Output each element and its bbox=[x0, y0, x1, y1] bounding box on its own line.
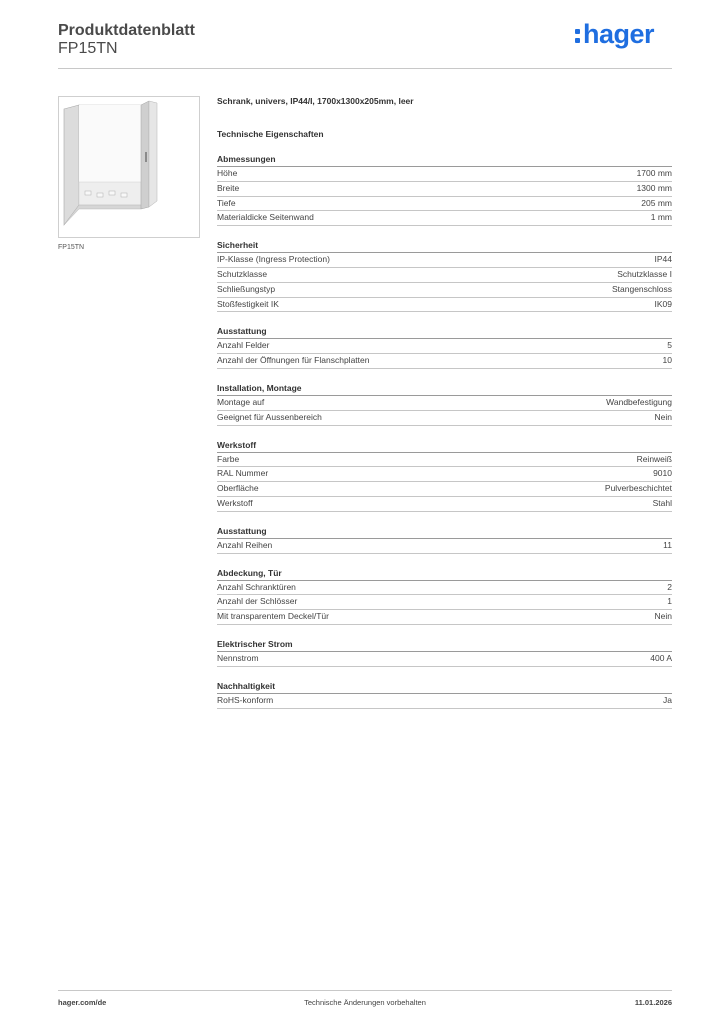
spec-value: Stahl bbox=[652, 497, 672, 508]
spec-label: Nennstrom bbox=[217, 652, 259, 663]
spec-value: 400 A bbox=[650, 652, 672, 663]
spec-label: Werkstoff bbox=[217, 497, 253, 508]
section-title: Werkstoff bbox=[217, 439, 672, 453]
spec-row bbox=[217, 253, 672, 268]
spec-value: 1 bbox=[667, 596, 672, 607]
spec-content bbox=[217, 94, 672, 709]
spec-section bbox=[217, 638, 672, 667]
spec-row bbox=[217, 595, 672, 610]
product-code: FP15TN bbox=[58, 40, 118, 57]
spec-row bbox=[217, 211, 672, 226]
spec-label: Tiefe bbox=[217, 197, 236, 208]
section-title: Abmessungen bbox=[217, 153, 672, 167]
spec-label: RoHS-konform bbox=[217, 694, 274, 705]
spec-section bbox=[217, 325, 672, 369]
spec-value: Wandbefestigung bbox=[606, 396, 672, 407]
spec-value: 11 bbox=[663, 539, 672, 550]
footer-divider bbox=[58, 990, 672, 991]
spec-label: Oberfläche bbox=[217, 483, 259, 494]
spec-label: Schließungstyp bbox=[217, 283, 276, 294]
spec-sections bbox=[217, 153, 672, 709]
spec-value: Stangenschloss bbox=[611, 283, 672, 294]
spec-label: Geeignet für Aussenbereich bbox=[217, 411, 322, 422]
spec-value: Nein bbox=[654, 611, 672, 622]
spec-row bbox=[217, 182, 672, 197]
spec-label: Anzahl der Schlösser bbox=[217, 596, 298, 607]
spec-row bbox=[217, 467, 672, 482]
spec-value: 10 bbox=[662, 355, 672, 366]
spec-label: IP-Klasse (Ingress Protection) bbox=[217, 254, 330, 265]
hager-logo bbox=[575, 20, 654, 48]
spec-value: 1300 mm bbox=[636, 182, 672, 193]
spec-section bbox=[217, 525, 672, 554]
spec-value: IP44 bbox=[654, 254, 672, 265]
spec-label: Farbe bbox=[217, 453, 240, 464]
spec-row bbox=[217, 411, 672, 426]
spec-row bbox=[217, 694, 672, 709]
spec-label: RAL Nummer bbox=[217, 468, 269, 479]
spec-row bbox=[217, 453, 672, 468]
spec-row bbox=[217, 581, 672, 596]
spec-label: Anzahl Schranktüren bbox=[217, 581, 296, 592]
section-title: Ausstattung bbox=[217, 525, 672, 539]
cabinet-illustration bbox=[59, 97, 199, 237]
spec-value: 2 bbox=[667, 581, 672, 592]
spec-row bbox=[217, 268, 672, 283]
spec-section bbox=[217, 567, 672, 625]
spec-label: Anzahl Felder bbox=[217, 340, 270, 351]
spec-row bbox=[217, 197, 672, 212]
spec-label: Breite bbox=[217, 182, 240, 193]
spec-section bbox=[217, 680, 672, 709]
product-description: Schrank, univers, IP44/I, 1700x1300x205mm, leer bbox=[217, 96, 414, 106]
image-caption: FP15TN bbox=[58, 244, 85, 251]
spec-section bbox=[217, 153, 672, 226]
spec-row bbox=[217, 283, 672, 298]
spec-section bbox=[217, 382, 672, 426]
spec-row bbox=[217, 396, 672, 411]
spec-value: 5 bbox=[667, 340, 672, 351]
spec-value: 1 mm bbox=[650, 212, 672, 223]
spec-value: Reinweiß bbox=[636, 453, 672, 464]
spec-label: Schutzklasse bbox=[217, 268, 268, 279]
page-title: Produktdatenblatt bbox=[58, 22, 195, 39]
spec-value: Schutzklasse I bbox=[617, 268, 672, 279]
spec-value: Ja bbox=[663, 694, 672, 705]
section-title: Nachhaltigkeit bbox=[217, 680, 672, 694]
spec-value: Pulverbeschichtet bbox=[604, 483, 672, 494]
spec-row bbox=[217, 610, 672, 625]
spec-row bbox=[217, 652, 672, 667]
header-divider bbox=[58, 68, 672, 69]
spec-value: 205 mm bbox=[641, 197, 672, 208]
spec-row bbox=[217, 354, 672, 369]
section-title: Elektrischer Strom bbox=[217, 638, 672, 652]
footer-date: 11.01.2026 bbox=[634, 998, 672, 1007]
spec-value: IK09 bbox=[654, 298, 672, 309]
spec-label: Anzahl der Öffnungen für Flanschplatten bbox=[217, 355, 370, 366]
tech-heading: Technische Eigenschaften bbox=[217, 129, 324, 139]
spec-row bbox=[217, 298, 672, 313]
spec-label: Mit transparentem Deckel/Tür bbox=[217, 611, 329, 622]
spec-label: Stoßfestigkeit IK bbox=[217, 298, 279, 309]
spec-row bbox=[217, 482, 672, 497]
product-image bbox=[58, 96, 200, 238]
spec-value: 1700 mm bbox=[636, 168, 672, 178]
spec-row bbox=[217, 339, 672, 354]
section-title: Ausstattung bbox=[217, 325, 672, 339]
spec-value: Nein bbox=[654, 411, 672, 422]
footer-notice: Technische Änderungen vorbehalten bbox=[304, 998, 426, 1007]
section-title: Installation, Montage bbox=[217, 382, 672, 396]
spec-label: Materialdicke Seitenwand bbox=[217, 212, 314, 223]
page-header bbox=[58, 20, 672, 70]
logo-text: hager bbox=[582, 19, 654, 49]
spec-row bbox=[217, 539, 672, 554]
footer-website[interactable]: hager.com/de bbox=[58, 998, 107, 1007]
spec-value: 9010 bbox=[653, 468, 672, 479]
section-title: Sicherheit bbox=[217, 239, 672, 253]
spec-label: Anzahl Reihen bbox=[217, 539, 273, 550]
spec-label: Montage auf bbox=[217, 396, 265, 407]
spec-section bbox=[217, 439, 672, 512]
logo-dots-icon bbox=[575, 29, 580, 43]
section-title: Abdeckung, Tür bbox=[217, 567, 672, 581]
spec-row bbox=[217, 497, 672, 512]
spec-row bbox=[217, 167, 672, 182]
spec-section bbox=[217, 239, 672, 312]
spec-label: Höhe bbox=[217, 168, 238, 178]
